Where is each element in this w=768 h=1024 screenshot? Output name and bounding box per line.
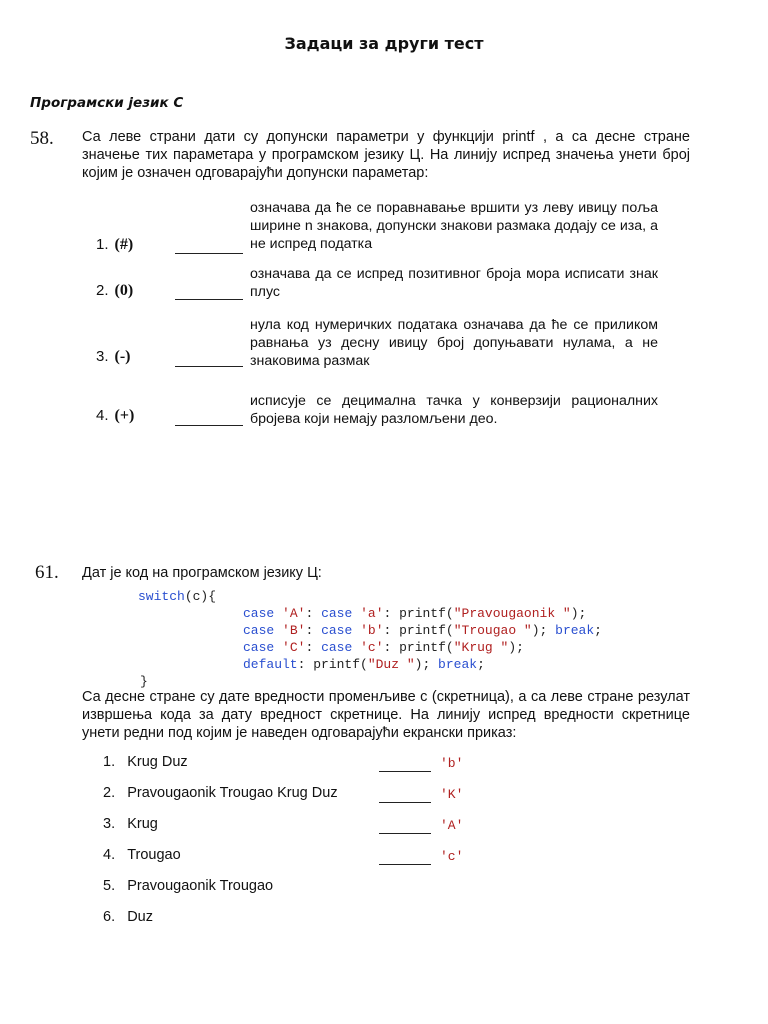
code-line-case-b	[243, 622, 602, 639]
result-item-4	[103, 847, 181, 863]
code-text: ;	[594, 623, 602, 638]
code-string: "Duz "	[367, 657, 415, 672]
result-number: 5.	[103, 878, 116, 894]
result-item-5	[103, 878, 273, 894]
switch-value-4: 'c'	[440, 849, 464, 864]
result-item-6	[103, 909, 153, 925]
meaning-4: исписује се децимална тачка у конверзији рационалних бројева који немају разломљени део.	[250, 393, 658, 427]
code-keyword: case	[243, 640, 275, 655]
code-keyword: break	[438, 657, 478, 672]
question-58-number: 58.	[30, 128, 54, 149]
result-text: Trougao	[127, 847, 181, 863]
switch-answer-blank-3[interactable]	[379, 833, 431, 834]
result-item-2	[103, 785, 338, 801]
code-text: :	[305, 606, 314, 621]
param-item-1	[96, 236, 133, 254]
result-number: 4.	[103, 847, 116, 863]
param-symbol: (0)	[114, 282, 134, 299]
code-keyword: break	[555, 623, 595, 638]
code-text: );	[414, 657, 439, 672]
code-text: : printf(	[297, 657, 368, 672]
switch-value-1: 'b'	[440, 756, 464, 771]
result-item-1	[103, 754, 188, 770]
code-literal: 'c'	[360, 640, 384, 655]
param-item-4	[96, 407, 134, 425]
switch-value-2: 'K'	[440, 787, 464, 802]
code-keyword: case	[243, 606, 275, 621]
code-keyword: case	[321, 640, 353, 655]
code-text: );	[508, 640, 524, 655]
param-item-2	[96, 282, 133, 300]
code-line-case-a	[243, 605, 586, 622]
answer-blank-2[interactable]	[175, 299, 243, 300]
param-number: 4.	[96, 407, 109, 424]
question-61-number: 61.	[35, 562, 59, 583]
meaning-2: означава да се испред позитивног броја мора исписати знак плус	[250, 266, 658, 300]
code-text: );	[570, 606, 587, 621]
code-line-close: }	[140, 674, 148, 689]
code-text: : printf(	[383, 606, 454, 621]
code-literal: 'A'	[282, 606, 306, 621]
code-line-switch	[138, 588, 216, 605]
code-keyword: case	[321, 606, 353, 621]
result-number: 6.	[103, 909, 116, 925]
code-keyword: default	[243, 657, 298, 672]
switch-answer-blank-4[interactable]	[379, 864, 431, 865]
code-literal: 'B'	[282, 623, 306, 638]
code-keyword: case	[321, 623, 353, 638]
code-literal: 'a'	[360, 606, 384, 621]
param-symbol: (-)	[114, 348, 131, 365]
switch-answer-blank-2[interactable]	[379, 802, 431, 803]
answer-blank-4[interactable]	[175, 425, 243, 426]
code-text: :	[305, 640, 314, 655]
result-number: 1.	[103, 754, 116, 770]
param-number: 2.	[96, 282, 109, 299]
param-item-3	[96, 348, 131, 366]
code-text: : printf(	[383, 623, 454, 638]
code-text: :	[305, 623, 314, 638]
question-61-text: Са десне стране су дате вредности променљиве с (скретница), а са леве стране резулат извршења кода за дату вредност скретнице. На линију испред вредности скретнице унети редни под којим је наведен одговарајући екрански приказ:	[82, 689, 690, 741]
code-line-case-c	[243, 639, 524, 656]
code-text: ;	[477, 657, 485, 672]
result-text: Pravougaonik Trougao Krug Duz	[127, 785, 338, 801]
meaning-3: нула код нумеричких података означава да ће се приликом равнања уз десну ивицу број допуњавати нулама, а не знаковима размак	[250, 317, 658, 369]
code-keyword: case	[243, 623, 275, 638]
page-title: Задаци за други тест	[284, 34, 484, 53]
result-text: Duz	[127, 909, 153, 925]
meaning-1: означава да ће се поравнавање вршити уз леву ивицу поља ширине n знакова, допунски знакови размака додају се иза, а не испред податка	[250, 200, 658, 252]
code-string: "Trougao "	[453, 623, 532, 638]
param-symbol: (+)	[114, 407, 135, 424]
code-text: (c){	[184, 589, 217, 604]
question-61-intro: Дат је код на програмском језику Ц:	[82, 565, 322, 581]
code-text: : printf(	[383, 640, 454, 655]
result-number: 3.	[103, 816, 116, 832]
param-symbol: (#)	[114, 236, 134, 253]
code-line-default	[243, 656, 485, 673]
answer-blank-3[interactable]	[175, 366, 243, 367]
question-58-text: Са леве страни дати су допунски параметри у функцији printf , а са десне стране значење тих параметара у програмском језику Ц. На линију испред значења унети број којим је означен одговарајући допунски параметар:	[82, 129, 690, 181]
switch-answer-blank-1[interactable]	[379, 771, 431, 772]
code-keyword: switch	[138, 589, 185, 604]
code-string: "Pravougaonik "	[453, 606, 571, 621]
switch-value-3: 'A'	[440, 818, 464, 833]
code-literal: 'b'	[360, 623, 384, 638]
param-number: 3.	[96, 348, 109, 365]
code-literal: 'C'	[282, 640, 306, 655]
result-item-3	[103, 816, 158, 832]
result-text: Pravougaonik Trougao	[127, 878, 274, 894]
answer-blank-1[interactable]	[175, 253, 243, 254]
code-string: "Krug "	[453, 640, 509, 655]
result-text: Krug Duz	[127, 754, 188, 770]
section-heading: Програмски језик C	[30, 95, 184, 111]
code-text: );	[531, 623, 556, 638]
result-number: 2.	[103, 785, 116, 801]
param-number: 1.	[96, 236, 109, 253]
result-text: Krug	[127, 816, 158, 832]
